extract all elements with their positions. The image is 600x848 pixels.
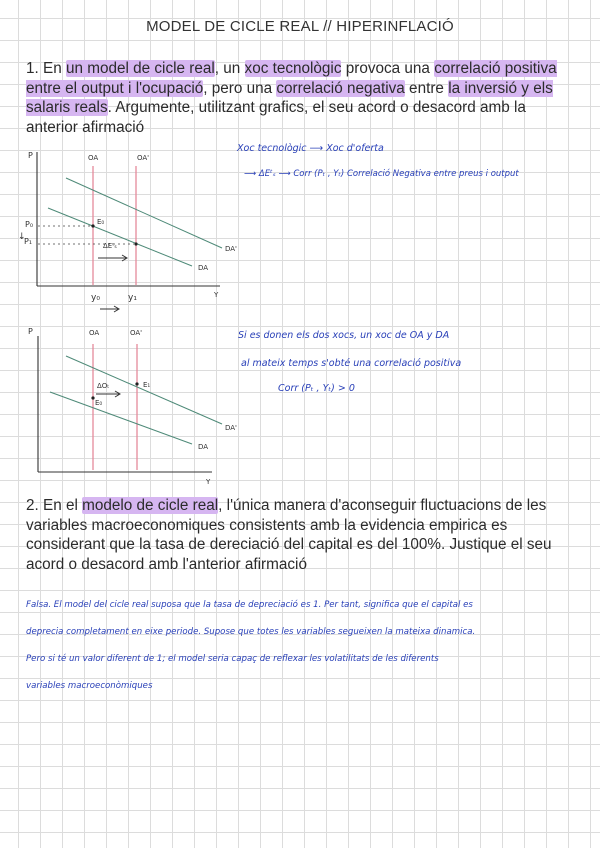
graph1-da2-label: DA' <box>225 245 237 253</box>
graph2-da2-line <box>66 356 222 424</box>
notes2-line1: Si es donen els dos xocs, un xoc de OA y DA <box>238 330 450 341</box>
graph2-da-line <box>50 392 192 444</box>
q1-highlight: correlació negativa <box>276 79 405 97</box>
notes2-line3: Corr (Pₜ , Yₜ) > 0 <box>278 383 355 394</box>
q2-text: 2. En el <box>26 497 83 514</box>
graph1-oa2-label: OA' <box>137 154 150 162</box>
graph-2 <box>0 322 240 490</box>
graph1-p1-label: P₁ <box>24 237 33 246</box>
q1-text: , un <box>214 60 245 77</box>
answer2-line4: variables macroeconòmiques <box>26 681 153 691</box>
q1-highlight: correlació positiva entre el output i l'ocupació <box>26 60 557 97</box>
graph1-oa-label: OA <box>88 154 99 162</box>
q1-text: , pero una <box>203 79 277 97</box>
graph1-e0-label: E₀ <box>97 218 105 226</box>
q1-highlight: un model de cicle real <box>65 60 215 77</box>
q1-text: . Argumente, utilitzant grafics, el seu acord o desacord amb la anterior afirmació <box>26 99 526 136</box>
graph1-e0-point <box>91 224 94 227</box>
graph1-da-line <box>48 208 192 266</box>
graph1-delta-label: ΔEᵗₛ <box>103 242 117 250</box>
graph2-da2-label: DA' <box>225 424 237 432</box>
notes1-line2: ⟶ ΔEᵗₛ ⟶ Corr (Pₜ , Yₜ) Correlació Negativa entre preus i output <box>244 169 519 179</box>
page-title: MODEL DE CICLE REAL // HIPERINFLACIÓ <box>146 18 454 35</box>
graph1-e1-point <box>134 242 137 245</box>
notes2-line2: al mateix temps s'obté una correlació positiva <box>241 358 462 369</box>
graph1-da2-line <box>66 178 222 248</box>
graph2-da-label: DA <box>198 443 209 451</box>
graph1-down-arrow: ↓ <box>18 232 26 242</box>
question-1 <box>26 59 581 137</box>
answer2-line2: deprecia completament en eixe periode. Supose que totes les variables segueixen la mateixa dinamica. <box>26 627 476 637</box>
graph1-p-label: P <box>28 151 33 160</box>
graph2-e0-label: E₀ <box>95 399 103 407</box>
q1-highlight: xoc tecnològic <box>244 60 342 77</box>
q1-highlight: la inversió y els salaris reals <box>26 79 553 116</box>
answer2-line3: Pero si té un valor diferent de 1; el model seria capaç de reflexar les volatilitats de les diferents <box>26 654 439 664</box>
q1-text: 1. En <box>26 60 66 77</box>
graph1-y1-label: y₁ <box>128 293 137 303</box>
graph1-y0-label: y₀ <box>91 293 100 303</box>
q2-highlight: modelo de cicle real <box>82 497 219 514</box>
notes1-line1: Xoc tecnològic ⟶ Xoc d'oferta <box>237 143 384 154</box>
graph2-e1-point <box>135 382 138 385</box>
graph-1 <box>0 140 240 315</box>
graph2-oa2-label: OA' <box>130 329 143 337</box>
graph2-p-label: P <box>28 327 33 336</box>
q2-text: , l'única manera d'aconseguir fluctuacions de les variables macroeconomiques consistents amb la evidencia empirica es considerant que la tasa de dereciació del capital es del 100%. Justique el seu acord o desacord amb l'anterior afirmació <box>26 497 552 573</box>
graph1-y-label: Y <box>214 291 219 299</box>
graph1-da-label: DA <box>198 264 209 272</box>
graph2-e1-label: E₁ <box>143 381 151 389</box>
question-2 <box>26 496 581 574</box>
q1-text: entre <box>404 79 449 97</box>
graph2-delta-label: ΔOₜ <box>97 382 110 390</box>
graph1-p0-label: P₀ <box>25 220 34 229</box>
q1-text: provoca una <box>341 60 435 77</box>
answer2-line1: Falsa. El model del cicle real suposa que la tasa de depreciació es 1. Per tant, significa que el capital es <box>26 600 473 610</box>
graph2-oa-label: OA <box>89 329 100 337</box>
graph2-y-label: Y <box>206 478 211 486</box>
